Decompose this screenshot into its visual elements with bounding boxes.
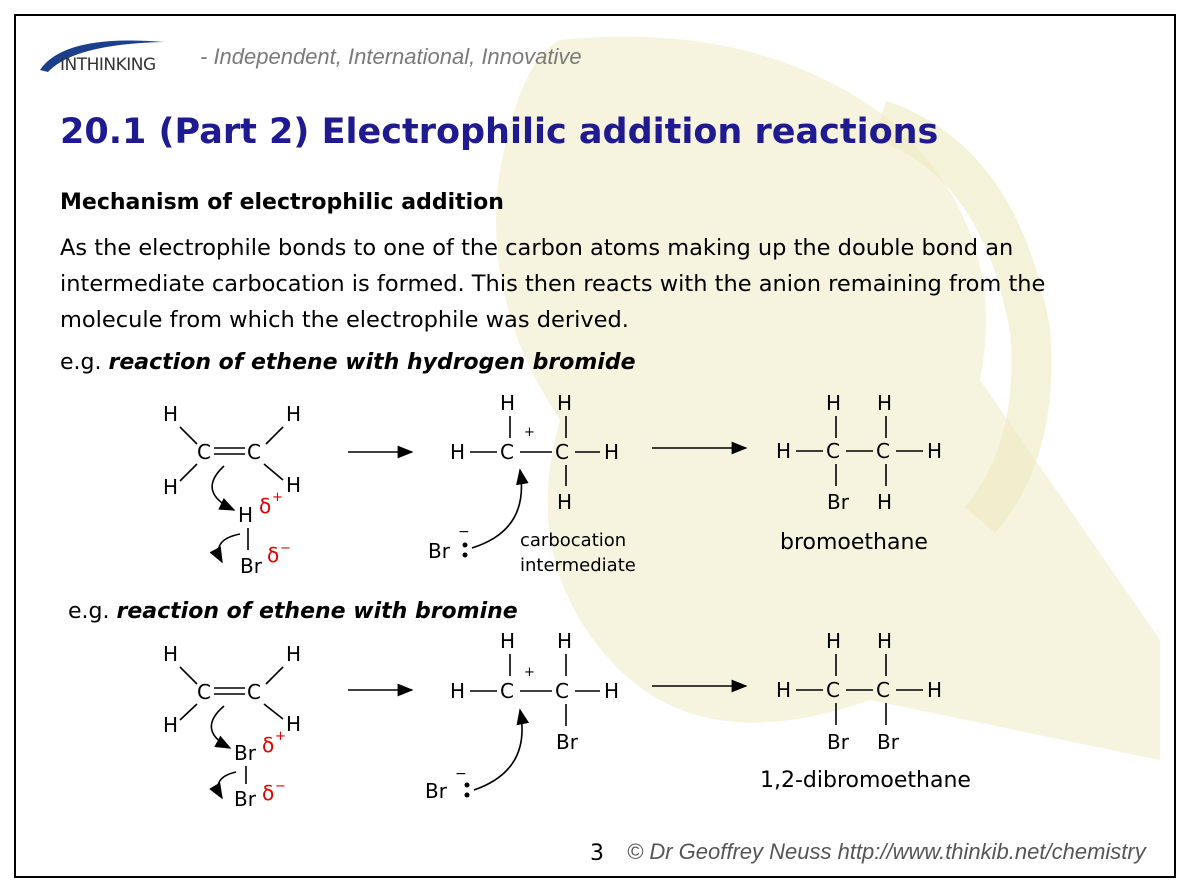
svg-text:C: C bbox=[555, 440, 569, 464]
svg-text:+: + bbox=[272, 490, 283, 505]
section-heading: Mechanism of electrophilic addition bbox=[60, 190, 504, 215]
inthinking-logo bbox=[34, 40, 194, 80]
svg-text:H: H bbox=[557, 490, 573, 514]
svg-text:H: H bbox=[826, 629, 842, 653]
svg-text:δ: δ bbox=[262, 781, 275, 805]
svg-text:H: H bbox=[238, 503, 254, 527]
svg-text:H: H bbox=[557, 629, 573, 653]
svg-text:δ: δ bbox=[262, 733, 275, 757]
svg-text:H: H bbox=[927, 439, 943, 463]
svg-text:Br: Br bbox=[428, 539, 450, 563]
example2-caption bbox=[68, 599, 518, 624]
mechanism-paragraph: As the electrophile bonds to one of the carbon atoms making up the double bond an intermediate carbocation is formed. This then reacts with the anion remaining from the molecule from which the electrophile was derived. bbox=[60, 235, 1046, 333]
svg-text:H: H bbox=[500, 391, 516, 415]
svg-text:Br: Br bbox=[234, 741, 256, 765]
svg-text:H: H bbox=[877, 391, 893, 415]
svg-text:−: − bbox=[275, 779, 286, 794]
svg-text:H: H bbox=[286, 642, 302, 666]
svg-text:C: C bbox=[826, 439, 840, 463]
svg-text:Br: Br bbox=[556, 730, 578, 754]
svg-text:C: C bbox=[197, 680, 211, 704]
svg-text:Br: Br bbox=[827, 730, 849, 754]
svg-text:H: H bbox=[826, 391, 842, 415]
svg-text:H: H bbox=[500, 629, 516, 653]
svg-text:+: + bbox=[275, 729, 286, 744]
page-title: 20.1 (Part 2) Electrophilic addition reactions bbox=[60, 112, 939, 152]
svg-text:+: + bbox=[524, 665, 535, 680]
svg-text:H: H bbox=[286, 402, 302, 426]
svg-text:H: H bbox=[163, 402, 179, 426]
svg-text:C: C bbox=[826, 678, 840, 702]
svg-text:H: H bbox=[776, 439, 792, 463]
example2-label: reaction of ethene with bromine bbox=[116, 599, 518, 624]
svg-text:C: C bbox=[247, 680, 261, 704]
svg-text:Br: Br bbox=[425, 779, 447, 803]
svg-text:−: − bbox=[455, 766, 467, 782]
svg-text:Br: Br bbox=[240, 554, 262, 578]
product2-name: 1,2-dibromoethane bbox=[760, 768, 971, 793]
svg-text:H: H bbox=[163, 713, 179, 737]
example1-prefix: e.g. bbox=[60, 350, 109, 375]
svg-text:H: H bbox=[604, 679, 620, 703]
svg-text:C: C bbox=[500, 440, 514, 464]
svg-text:δ: δ bbox=[259, 494, 272, 518]
svg-text:H: H bbox=[557, 391, 573, 415]
svg-text:H: H bbox=[877, 629, 893, 653]
svg-text:C: C bbox=[876, 439, 890, 463]
footer-credit: © Dr Geoffrey Neuss http://www.thinkib.net/chemistry bbox=[627, 839, 1146, 864]
example2-prefix: e.g. bbox=[68, 599, 117, 624]
tagline: - Independent, International, Innovative bbox=[200, 44, 582, 69]
svg-text:H: H bbox=[877, 490, 893, 514]
example1-label: reaction of ethene with hydrogen bromide bbox=[108, 350, 636, 375]
logo-text: INTHINKING bbox=[60, 55, 156, 75]
page-number: 3 bbox=[590, 841, 604, 866]
svg-text:Br: Br bbox=[877, 730, 899, 754]
svg-text:H: H bbox=[450, 440, 466, 464]
svg-text:C: C bbox=[247, 440, 261, 464]
svg-text:+: + bbox=[524, 425, 535, 440]
svg-text:C: C bbox=[555, 679, 569, 703]
svg-text:C: C bbox=[876, 678, 890, 702]
svg-text:C: C bbox=[197, 440, 211, 464]
svg-text:H: H bbox=[163, 475, 179, 499]
svg-text:H: H bbox=[604, 440, 620, 464]
product1-name: bromoethane bbox=[780, 530, 928, 555]
svg-text:δ: δ bbox=[267, 543, 280, 567]
svg-text:Br: Br bbox=[234, 787, 256, 811]
svg-text:H: H bbox=[286, 473, 302, 497]
svg-text:H: H bbox=[450, 679, 466, 703]
svg-text:−: − bbox=[280, 541, 291, 556]
svg-text:C: C bbox=[500, 679, 514, 703]
carbocation-note-line2: intermediate bbox=[520, 555, 636, 576]
svg-text:H: H bbox=[163, 642, 179, 666]
example1-caption bbox=[60, 350, 636, 375]
svg-text:H: H bbox=[286, 712, 302, 736]
carbocation-note-line1: carbocation bbox=[520, 530, 627, 551]
svg-text:H: H bbox=[927, 678, 943, 702]
svg-text:Br: Br bbox=[827, 490, 849, 514]
svg-text:H: H bbox=[776, 678, 792, 702]
svg-text:−: − bbox=[458, 524, 470, 540]
